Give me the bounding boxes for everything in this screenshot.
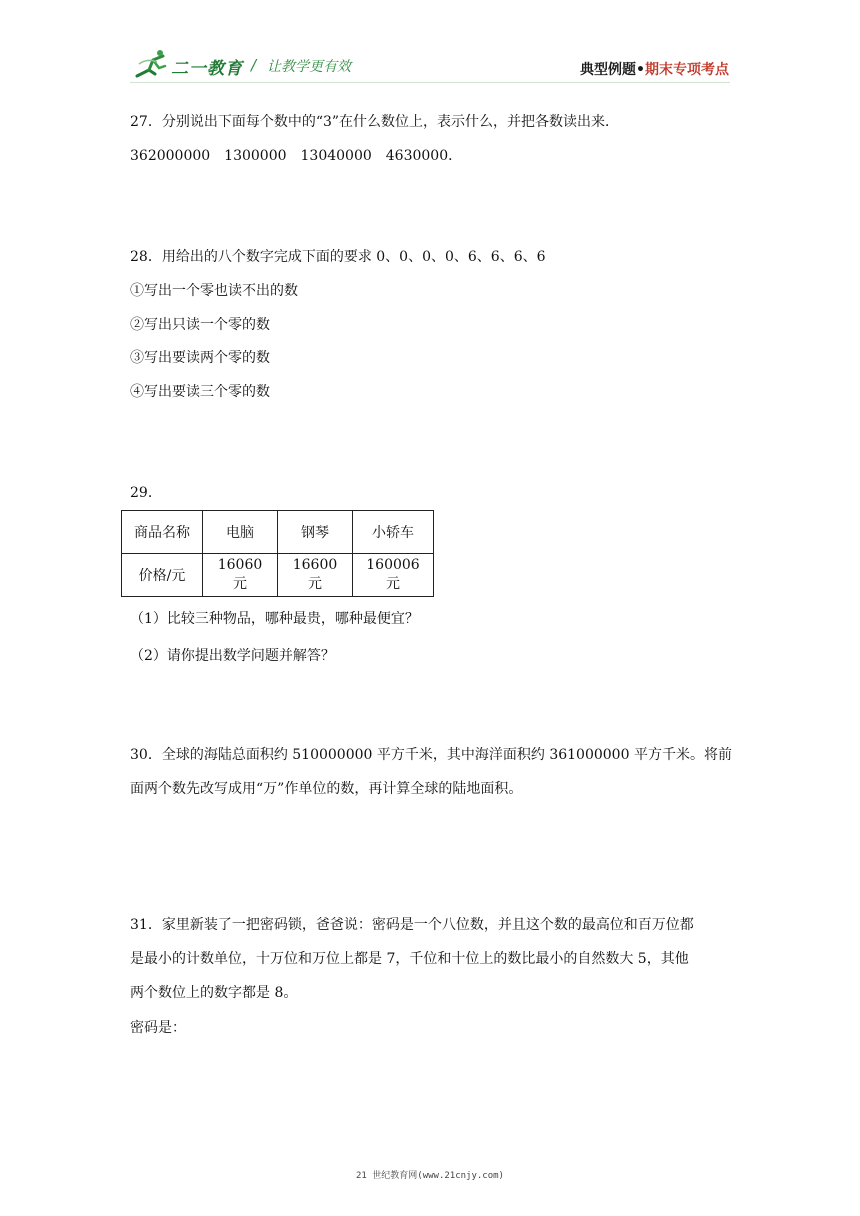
brand-separator: /	[251, 56, 257, 74]
header-tag-part2: 期末专项考点	[645, 62, 729, 78]
header-tag-part1: 典型例题•	[580, 62, 645, 78]
header-tag	[580, 59, 729, 79]
page-footer: 21 世纪教育网(www.21cnjy.com)	[356, 1171, 504, 1181]
table-cell: 160006 元	[353, 554, 434, 597]
question-27-text: 27．分别说出下面每个数中的“3”在什么数位上，表示什么，并把各数读出来．	[130, 114, 620, 130]
question-31-line-2: 是最小的计数单位，十万位和万位上都是 7，千位和十位上的数比最小的自然数大 5，其他	[130, 951, 689, 967]
question-27-numbers: 362000000 1300000 13040000 4630000．	[130, 148, 463, 164]
question-30-line-2: 面两个数先改写成用“万”作单位的数，再计算全球的陆地面积。	[130, 781, 523, 797]
question-28-item-4: ④写出要读三个零的数	[130, 384, 270, 400]
question-28-item-1: ①写出一个零也读不出的数	[130, 283, 298, 299]
price-table	[121, 510, 434, 597]
table-cell: 价格/元	[122, 554, 203, 597]
brand-name: 二一教育	[171, 59, 243, 79]
question-29-sub-1: （1）比较三种物品，哪种最贵，哪种最便宜？	[130, 611, 419, 627]
table-cell: 小轿车	[353, 511, 434, 554]
question-31-answer-label: 密码是：	[130, 1020, 186, 1036]
question-29-number: 29．	[130, 485, 162, 501]
logo	[135, 50, 365, 84]
question-31-line-3: 两个数位上的数字都是 8。	[130, 985, 298, 1001]
runner-logo-icon	[135, 50, 171, 80]
question-28-item-3: ③写出要读两个零的数	[130, 350, 270, 366]
question-30-line-1: 30．全球的海陆总面积约 510000000 平方千米，其中海洋面积约 361000000 平方千米。将前	[130, 747, 732, 763]
question-29-sub-2: （2）请你提出数学问题并解答？	[130, 648, 335, 664]
question-31-line-1: 31．家里新装了一把密码锁，爸爸说：密码是一个八位数，并且这个数的最高位和百万位都	[130, 917, 694, 933]
table-row	[122, 511, 434, 554]
table-cell: 钢琴	[278, 511, 353, 554]
question-28-text: 28．用给出的八个数字完成下面的要求 0、0、0、0、6、6、6、6	[130, 249, 546, 265]
table-cell: 16600 元	[278, 554, 353, 597]
table-row	[122, 554, 434, 597]
table-cell: 电脑	[203, 511, 278, 554]
question-28-item-2: ②写出只读一个零的数	[130, 317, 270, 333]
table-cell: 16060 元	[203, 554, 278, 597]
brand-slogan: 让教学更有效	[267, 59, 351, 75]
table-cell: 商品名称	[122, 511, 203, 554]
header-divider	[130, 82, 730, 83]
